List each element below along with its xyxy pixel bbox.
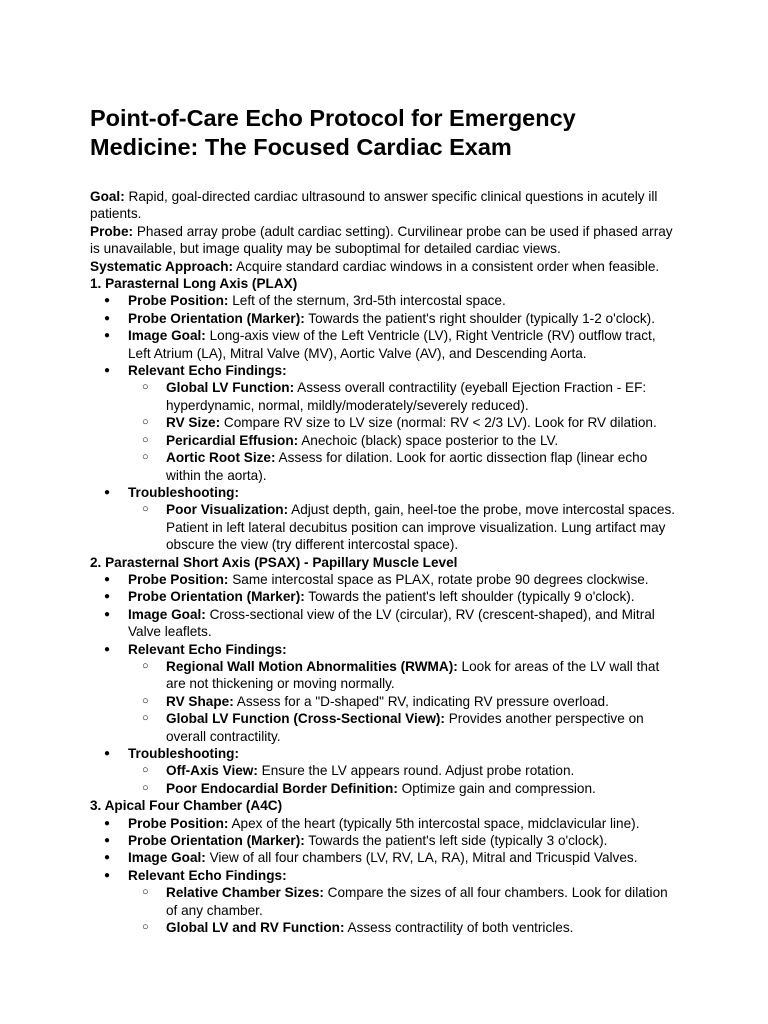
item-label: Relative Chamber Sizes: xyxy=(166,885,324,901)
intro-label: Probe: xyxy=(90,223,134,239)
list-item xyxy=(90,849,680,866)
section-heading-plax: 1. Parasternal Long Axis (PLAX) xyxy=(90,276,298,292)
list-item xyxy=(90,606,680,641)
item-label: Pericardial Effusion: xyxy=(166,432,299,448)
item-label: Poor Visualization: xyxy=(166,502,289,518)
item-text: Optimize gain and compression. xyxy=(397,780,596,796)
item-label: Troubleshooting: xyxy=(128,746,239,761)
list-item xyxy=(90,815,680,832)
list-item xyxy=(90,641,680,745)
list-item xyxy=(90,362,680,484)
intro-label: Systematic Approach: xyxy=(90,258,234,274)
item-label: Poor Endocardial Border Definition: xyxy=(166,780,398,796)
item-label: Probe Position: xyxy=(128,815,229,831)
item-text: Cross-sectional view of the LV (circular), RV (crescent-shaped), and Mitral Valve leaflets. xyxy=(128,606,655,640)
item-label: Global LV Function (Cross-Sectional View): xyxy=(166,711,445,727)
sub-list-item xyxy=(90,762,680,779)
item-label: Relevant Echo Findings: xyxy=(128,363,287,379)
sub-list-item xyxy=(90,780,680,797)
intro-label: Goal: xyxy=(90,189,125,204)
sub-list-item xyxy=(90,432,680,449)
sub-list-item xyxy=(90,919,680,936)
item-label: Global LV Function: xyxy=(166,380,295,396)
item-label: Global LV and RV Function: xyxy=(166,920,345,936)
section-heading-a4c: 3. Apical Four Chamber (A4C) xyxy=(90,798,283,814)
sub-list-item xyxy=(90,501,680,553)
item-label: Probe Orientation (Marker): xyxy=(128,589,305,605)
sub-list xyxy=(128,658,680,745)
list-item xyxy=(90,571,680,588)
intro-text: Rapid, goal-directed cardiac ultrasound to answer specific clinical questions in acutely ill patients. xyxy=(90,189,658,222)
list-item xyxy=(90,484,680,554)
list-item xyxy=(90,745,680,797)
item-text: Towards the patient's right shoulder (typically 1-2 o'clock). xyxy=(304,310,655,326)
item-label: Image Goal: xyxy=(128,328,206,344)
intro-goal xyxy=(90,188,680,223)
list-item xyxy=(90,292,680,309)
section-list-a4c xyxy=(90,815,680,937)
item-label: Relevant Echo Findings: xyxy=(128,867,287,883)
sub-list xyxy=(128,884,680,936)
sub-list xyxy=(128,379,680,483)
document-title: Point-of-Care Echo Protocol for Emergency Medicine: The Focused Cardiac Exam xyxy=(90,105,576,160)
item-text: Towards the patient's left shoulder (typically 9 o'clock). xyxy=(304,589,635,605)
list-item xyxy=(90,310,680,327)
section-list-psax xyxy=(90,571,680,797)
item-text: Assess for a "D-shaped" RV, indicating RV pressure overload. xyxy=(233,693,609,709)
item-text: Compare RV size to LV size (normal: RV < 2/3 LV). Look for RV dilation. xyxy=(220,415,657,431)
item-text: Provides another perspective on overall contractility. xyxy=(166,711,644,744)
list-item xyxy=(90,867,680,937)
item-label: Regional Wall Motion Abnormalities (RWMA): xyxy=(166,658,458,674)
item-label: Probe Orientation (Marker): xyxy=(128,833,305,849)
sub-list xyxy=(128,501,680,553)
item-label: Image Goal: xyxy=(128,850,206,866)
list-item xyxy=(90,327,680,362)
item-text: Assess overall contractility (eyeball Ejection Fraction - EF: hyperdynamic, normal, mildly/moderately/severely reduced). xyxy=(166,380,647,413)
sub-list-item xyxy=(90,884,680,919)
sub-list-item xyxy=(90,710,680,745)
intro-text: Acquire standard cardiac windows in a consistent order when feasible. xyxy=(233,258,660,274)
item-text: Apex of the heart (typically 5th intercostal space, midclavicular line). xyxy=(228,815,640,831)
item-label: Off-Axis View: xyxy=(166,763,258,779)
sub-list-item xyxy=(90,379,680,414)
document-page xyxy=(90,104,680,936)
section-heading-psax: 2. Parasternal Short Axis (PSAX) - Papillary Muscle Level xyxy=(90,554,458,570)
item-text: Anechoic (black) space posterior to the LV. xyxy=(298,432,559,448)
item-label: Relevant Echo Findings: xyxy=(128,641,287,657)
list-item xyxy=(90,832,680,849)
item-label: Aortic Root Size: xyxy=(166,450,276,466)
intro-text: Phased array probe (adult cardiac setting). Curvilinear probe can be used if phased array is unavailable, but image quality may be suboptimal for detailed cardiac views. xyxy=(90,223,673,257)
intro-probe xyxy=(90,223,680,258)
item-label: Image Goal: xyxy=(128,606,206,622)
item-text: Assess for dilation. Look for aortic dissection flap (linear echo within the aorta). xyxy=(166,450,648,483)
sub-list-item xyxy=(90,414,680,431)
item-text: Ensure the LV appears round. Adjust probe rotation. xyxy=(257,763,575,779)
intro-approach xyxy=(90,258,680,275)
sub-list-item xyxy=(90,658,680,693)
item-label: Probe Position: xyxy=(128,571,229,587)
item-text: Long-axis view of the Left Ventricle (LV), Right Ventricle (RV) outflow tract, Left Atrium (LA), Mitral Valve (MV), Aortic Valve (AV), and Descending Aorta. xyxy=(128,328,656,361)
item-label: Probe Orientation (Marker): xyxy=(128,310,305,326)
item-text: Same intercostal space as PLAX, rotate probe 90 degrees clockwise. xyxy=(228,571,649,587)
section-list-plax xyxy=(90,292,680,553)
item-label: RV Size: xyxy=(166,415,221,431)
item-text: View of all four chambers (LV, RV, LA, RA), Mitral and Tricuspid Valves. xyxy=(205,850,638,866)
sub-list-item xyxy=(90,449,680,484)
item-text: Adjust depth, gain, heel-toe the probe, move intercostal spaces. Patient in left lateral decubitus position can improve visualization. Lung artifact may obscure the view (try different intercostal space). xyxy=(166,502,676,553)
sub-list xyxy=(128,762,680,797)
item-label: Probe Position: xyxy=(128,293,229,309)
item-label: RV Shape: xyxy=(166,693,234,709)
item-text: Assess contractility of both ventricles. xyxy=(344,920,574,936)
item-text: Left of the sternum, 3rd-5th intercostal space. xyxy=(228,293,506,309)
sub-list-item xyxy=(90,693,680,710)
item-text: Look for areas of the LV wall that are not thickening or moving normally. xyxy=(166,658,660,692)
item-text: Towards the patient's left side (typically 3 o'clock). xyxy=(304,833,608,849)
list-item xyxy=(90,588,680,605)
item-label: Troubleshooting: xyxy=(128,484,239,500)
item-text: Compare the sizes of all four chambers. Look for dilation of any chamber. xyxy=(166,885,668,918)
